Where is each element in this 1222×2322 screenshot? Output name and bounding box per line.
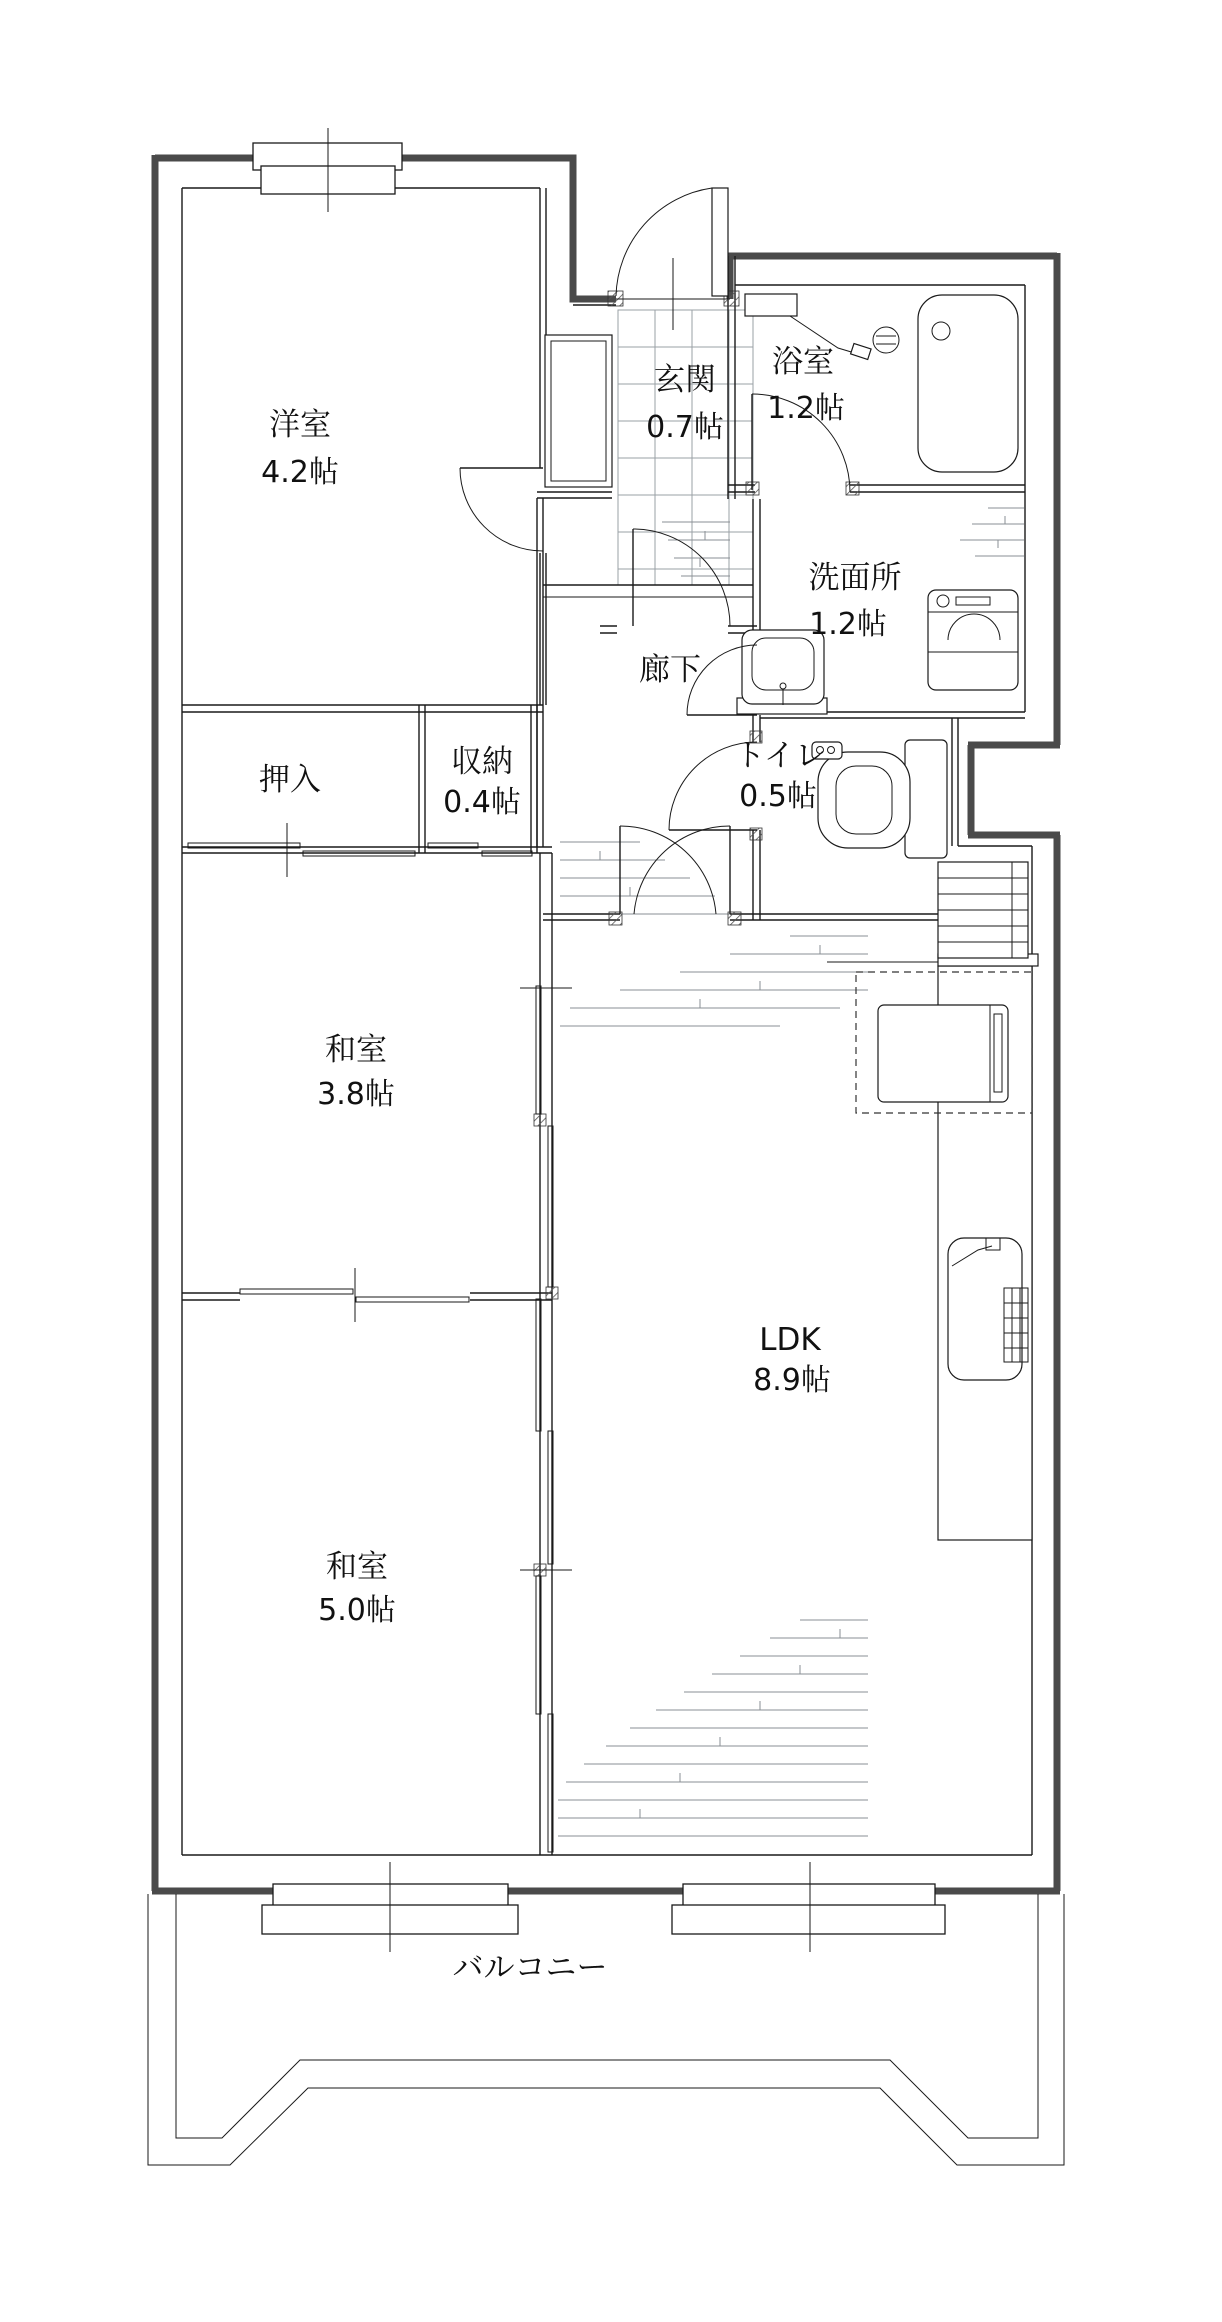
- label-ldk-name: LDK: [759, 1322, 821, 1358]
- label-storage-name: 収納: [451, 744, 513, 780]
- label-toilet-size: 0.5帖: [739, 779, 817, 814]
- label-western-room-size: 4.2帖: [261, 455, 339, 490]
- label-toilet-name: トイレ: [734, 738, 826, 774]
- label-closet-name: 押入: [259, 762, 321, 798]
- label-bathroom-name: 浴室: [772, 344, 834, 380]
- bathtub: [918, 295, 1018, 472]
- kitchen-sink: [948, 1238, 1028, 1380]
- wall-shelf-unit: [938, 862, 1028, 958]
- label-japanese-room-1-size: 3.8帖: [317, 1077, 395, 1112]
- label-washroom-name: 洗面所: [808, 560, 902, 596]
- label-japanese-room-2-size: 5.0帖: [318, 1593, 396, 1628]
- label-washroom-size: 1.2帖: [809, 607, 887, 642]
- washing-machine: [928, 590, 1018, 690]
- label-japanese-room-2-name: 和室: [326, 1549, 388, 1585]
- label-balcony-name: バルコニー: [452, 1950, 608, 1986]
- label-storage-size: 0.4帖: [443, 785, 521, 820]
- label-japanese-room-1-name: 和室: [325, 1032, 387, 1068]
- label-hallway-name: 廊下: [639, 652, 701, 688]
- label-bathroom-size: 1.2帖: [767, 391, 845, 426]
- toilet-fixture: [812, 740, 947, 858]
- label-ldk-size: 8.9帖: [753, 1363, 831, 1398]
- label-entrance-name: 玄関: [654, 362, 716, 398]
- vanity-sink: [737, 630, 827, 714]
- label-western-room-name: 洋室: [269, 407, 331, 443]
- label-entrance-size: 0.7帖: [646, 410, 724, 445]
- shoe-cabinet: [545, 335, 612, 487]
